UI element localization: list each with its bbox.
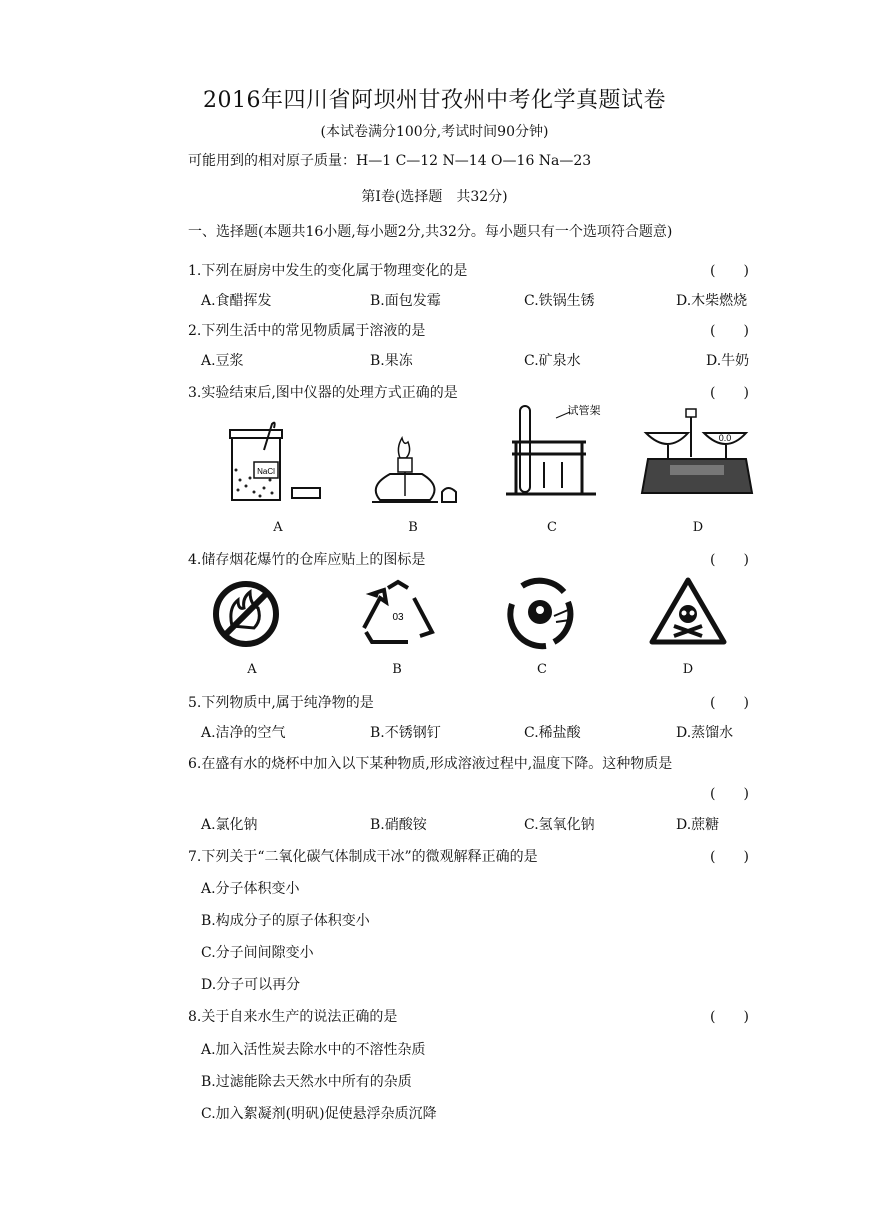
toxic-warning-icon	[648, 576, 728, 648]
nacl-label: NaCl	[257, 467, 275, 476]
balance-figure	[640, 405, 760, 501]
figure-label: B	[408, 520, 418, 535]
option: C.分子间间隙变小	[201, 945, 314, 961]
question-stem: 8.关于自来水生产的说法正确的是	[188, 1009, 398, 1025]
test-tube-rack-figure	[500, 398, 610, 502]
figure-label: C	[537, 662, 547, 677]
answer-paren: ( )	[710, 323, 749, 339]
option: B.果冻	[370, 353, 413, 369]
figure-label: D	[692, 520, 704, 535]
figure-label: D	[682, 662, 694, 677]
section-title: 第Ⅰ卷(选择题 共32分)	[361, 189, 508, 205]
figure-label: C	[547, 520, 557, 535]
answer-paren: ( )	[710, 552, 749, 568]
recycling-code: 03	[392, 612, 404, 623]
atomic-masses: 可能用到的相对原子质量：H—1 C—12 N—14 O—16 Na—23	[188, 153, 592, 169]
option: C.稀盐酸	[524, 725, 581, 741]
option: D.蒸馏水	[676, 725, 734, 741]
option: D.分子可以再分	[201, 977, 301, 993]
answer-paren: ( )	[710, 1009, 749, 1025]
option: D.木柴燃烧	[676, 293, 748, 309]
option: A.豆浆	[201, 353, 244, 369]
option: D.蔗糖	[676, 817, 720, 833]
option: D.牛奶	[706, 353, 750, 369]
answer-paren: ( )	[710, 385, 749, 401]
question-stem: 7.下列关于“二氧化碳气体制成干冰”的微观解释正确的是	[188, 849, 538, 865]
option: B.硝酸铵	[370, 817, 427, 833]
question-stem: 2.下列生活中的常见物质属于溶液的是	[188, 323, 426, 339]
option: A.洁净的空气	[201, 725, 286, 741]
alcohol-lamp-figure	[360, 430, 470, 510]
section-intro: 一、选择题(本题共16小题,每小题2分,共32分。每小题只有一个选项符合题意)	[188, 224, 673, 240]
answer-paren: ( )	[710, 849, 749, 865]
option: B.过滤能除去天然水中所有的杂质	[201, 1074, 412, 1090]
question-stem: 1.下列在厨房中发生的变化属于物理变化的是	[188, 263, 468, 279]
no-fire-sign-icon	[210, 578, 282, 650]
recycling-icon	[358, 578, 438, 650]
option: B.不锈钢钉	[370, 725, 441, 741]
option: A.加入活性炭去除水中的不溶性杂质	[201, 1042, 426, 1058]
balance-readout: 0.0	[718, 433, 732, 443]
question-stem: 4.储存烟花爆竹的仓库应贴上的图标是	[188, 552, 426, 568]
question-stem: 6.在盛有水的烧杯中加入以下某种物质,形成溶液过程中,温度下降。这种物质是	[188, 756, 673, 772]
option: B.构成分子的原子体积变小	[201, 913, 370, 929]
answer-paren: ( )	[710, 786, 749, 802]
option: C.铁锅生锈	[524, 293, 595, 309]
explosive-sign-icon	[502, 576, 578, 652]
exam-title: 2016年四川省阿坝州甘孜州中考化学真题试卷	[203, 88, 666, 113]
answer-paren: ( )	[710, 695, 749, 711]
figure-label: B	[392, 662, 402, 677]
option: C.矿泉水	[524, 353, 581, 369]
option: B.面包发霉	[370, 293, 441, 309]
figure-label: A	[273, 520, 283, 535]
reagent-bottle-figure	[220, 420, 330, 505]
exam-subtitle: (本试卷满分100分,考试时间90分钟)	[320, 124, 549, 140]
option: C.加入絮凝剂(明矾)促使悬浮杂质沉降	[201, 1106, 437, 1122]
figure-label: A	[247, 662, 257, 677]
test-tube-rack-label: 试管架	[567, 404, 601, 417]
option: A.分子体积变小	[201, 881, 300, 897]
option: C.氢氧化钠	[524, 817, 595, 833]
answer-paren: ( )	[710, 263, 749, 279]
question-stem: 3.实验结束后,图中仪器的处理方式正确的是	[188, 385, 458, 401]
question-stem: 5.下列物质中,属于纯净物的是	[188, 695, 374, 711]
option: A.食醋挥发	[201, 293, 272, 309]
option: A.氯化钠	[201, 817, 258, 833]
